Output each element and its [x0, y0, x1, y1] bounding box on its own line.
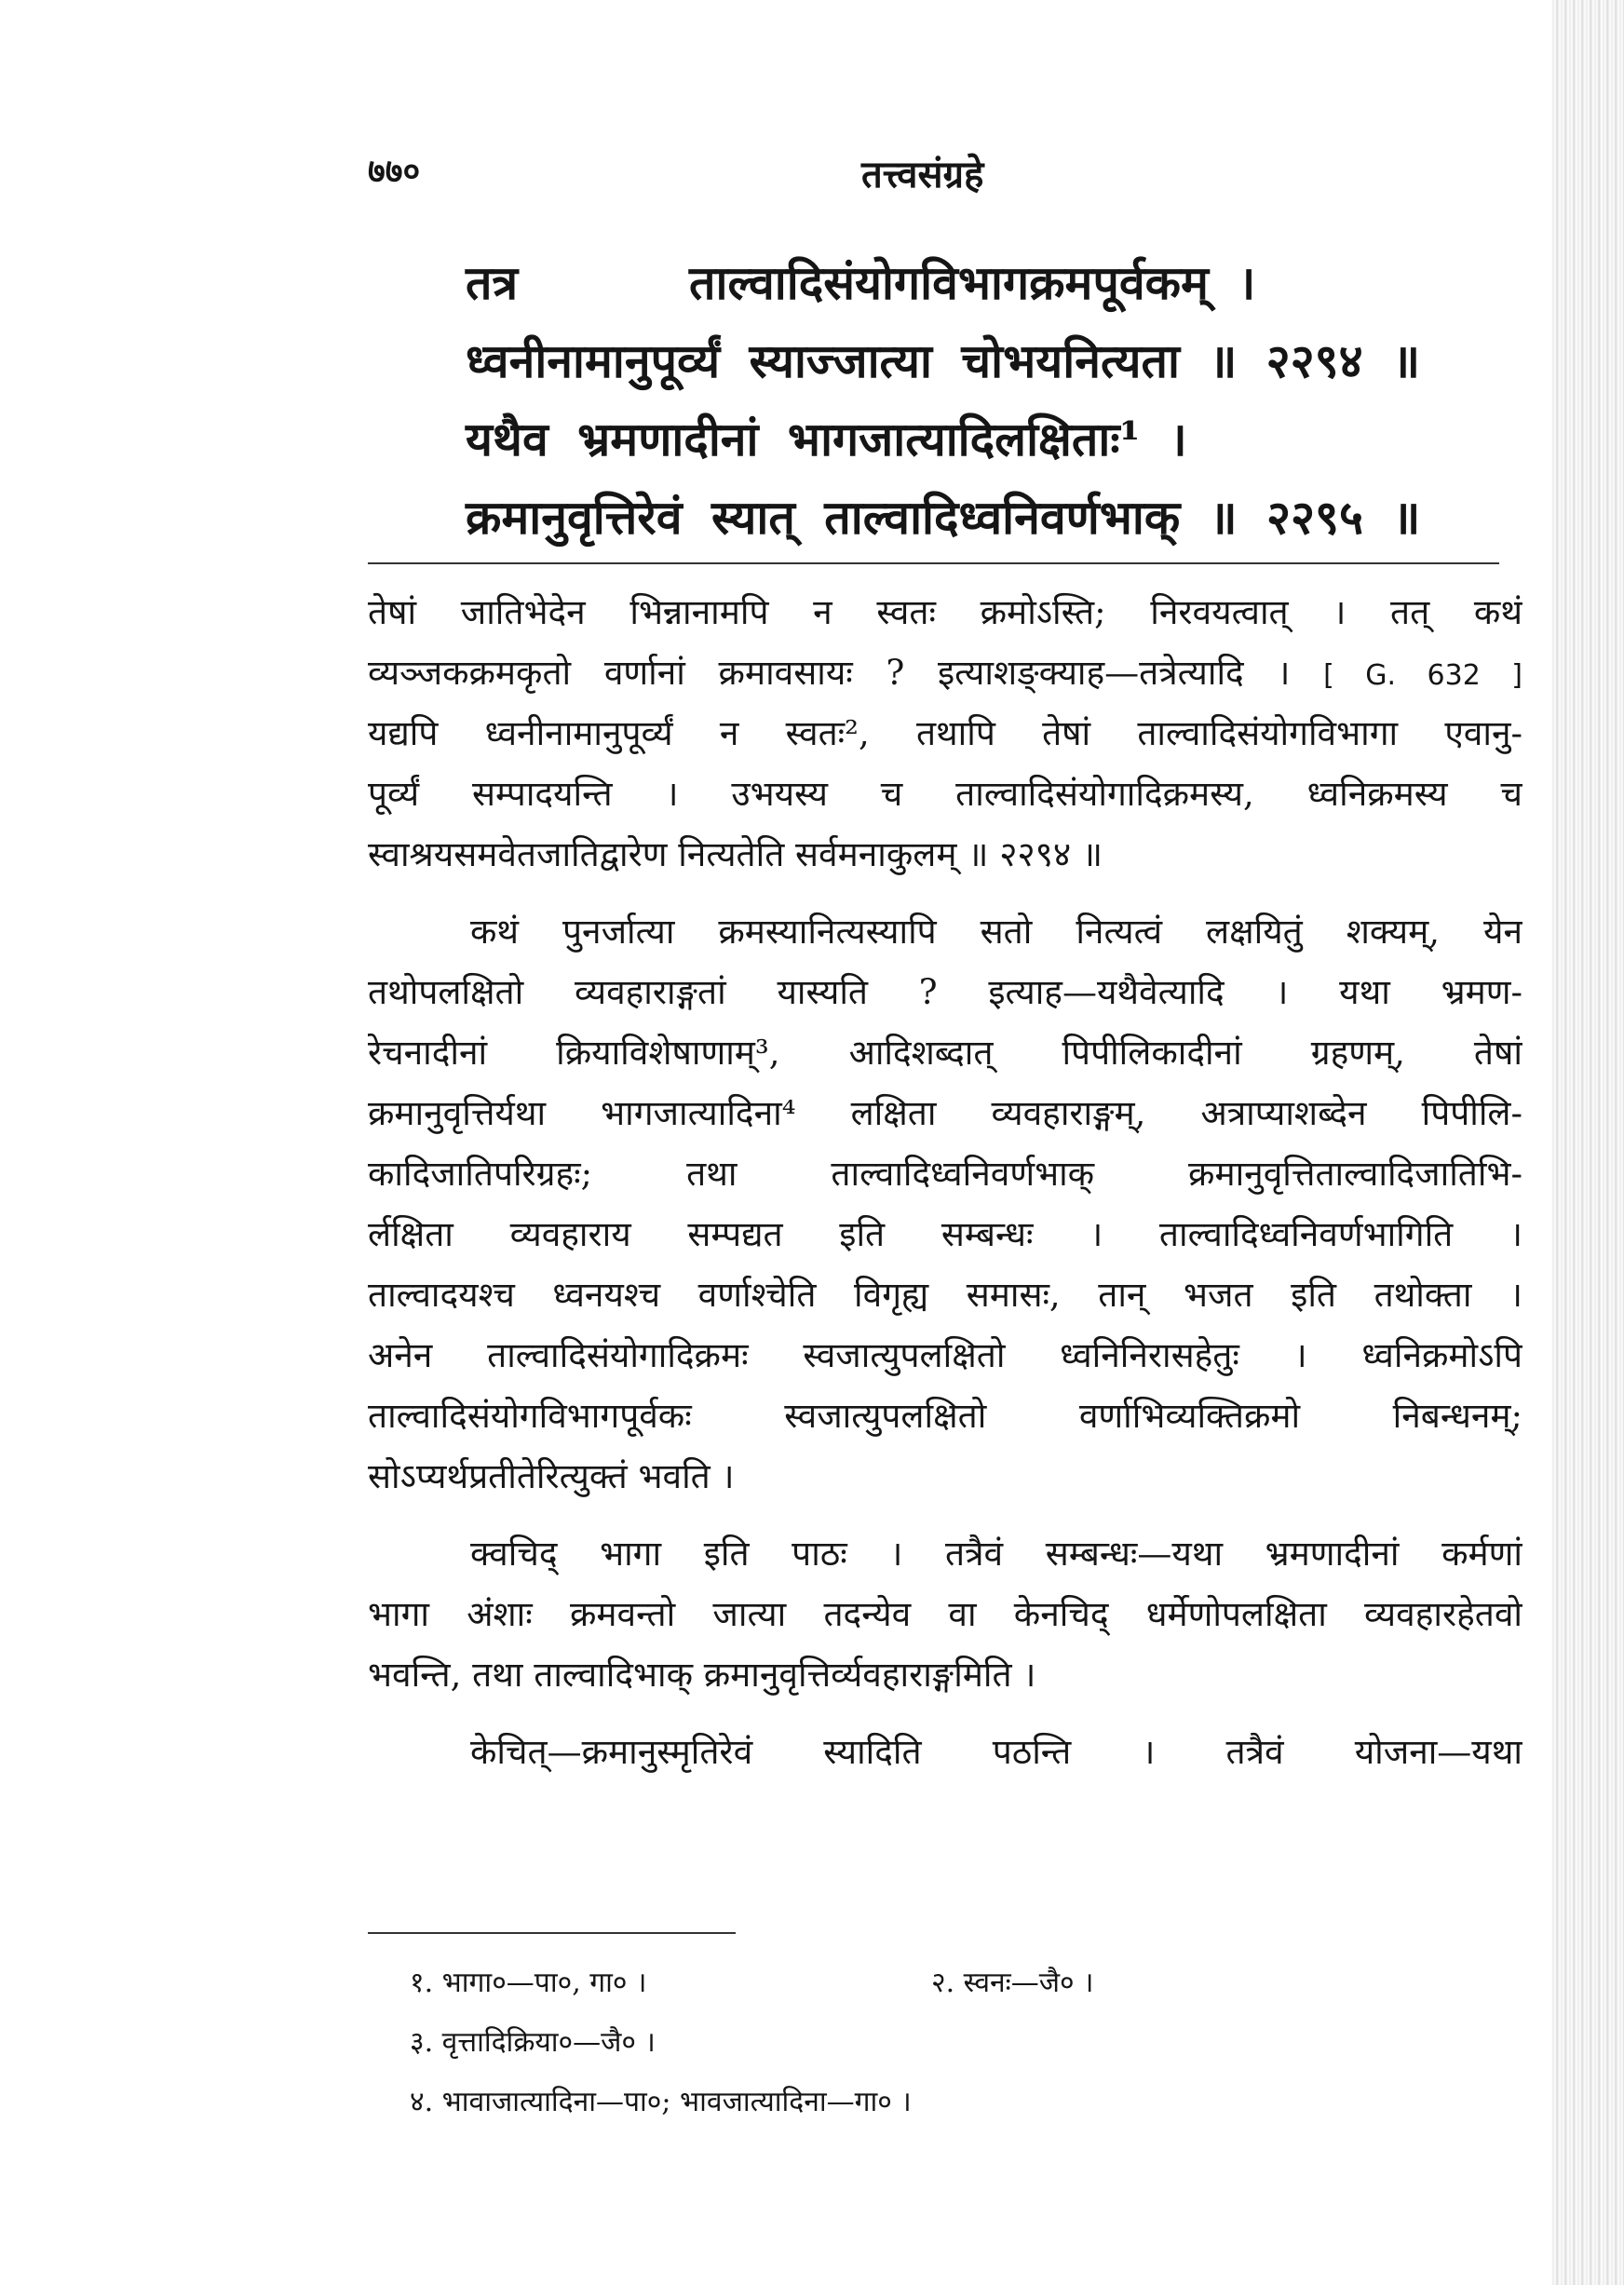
edition-reference: [ G. 632 ] [1323, 659, 1522, 692]
commentary-line: भागा अंशाः क्रमवन्तो जात्या तदन्येव वा केनचिद् धर्मेणोपलक्षिता व्यवहारहेतवो [368, 1594, 1522, 1634]
commentary-line: केचित्—क्रमानुस्मृतिरेवं स्यादिति पठन्ति । तत्रैवं योजना—यथा [470, 1732, 1522, 1772]
verse-line [466, 400, 1536, 479]
verse-line [466, 322, 1536, 400]
commentary-line: ताल्वादयश्च ध्वनयश्च वर्णाश्चेति विगृह्य समासः, तान् भजत इति तथोक्ता । [368, 1275, 1522, 1315]
footnote: २. स्वनः—जै० । [931, 1967, 1094, 1999]
commentary-line: रेचनादीनां क्रियाविशेषाणाम्³, आदिशब्दात् पिपीलिकादीनां ग्रहणम्, तेषां [368, 1033, 1522, 1073]
running-title: तत्त्वसंग्रहे [861, 153, 984, 196]
footnotes [410, 1954, 1434, 2132]
footnote-row [410, 2073, 1434, 2132]
commentary-line: कादिजातिपरिग्रहः; तथा ताल्वादिध्वनिवर्णभाक् क्रमानुवृत्तिताल्वादिजातिभि- [368, 1154, 1522, 1194]
commentary-line: तथोपलक्षितो व्यवहाराङ्गतां यास्यति ? इत्याह—यथैवेत्यादि । यथा भ्रमण- [368, 972, 1522, 1012]
verse-text: ताल्वादिसंयोगविभागक्रमपूर्वकम् । [689, 255, 1256, 310]
footnote: १. भागा०—पा०, गा० । [410, 1967, 647, 1999]
footnote-divider [368, 1932, 736, 1934]
page-number: ७७० [368, 152, 421, 191]
page-header [368, 140, 1532, 205]
footnote: ४. भावाजात्यादिना—पा०; भावजात्यादिना—गा० । [410, 2086, 912, 2118]
verse-lead: तत्र [466, 255, 519, 310]
commentary-paragraph [368, 1523, 1522, 1705]
commentary-line-text: व्यञ्जकक्रमकृतो वर्णानां क्रमावसायः ? इत्याशङ्क्याह—तत्रेत्यादि । [368, 653, 1291, 693]
footnote-row [410, 2013, 1434, 2073]
verse-line [466, 244, 1536, 322]
verse-text: ध्वनीनामानुपूर्व्यं स्याज्जात्या चोभयनित्यता ॥ २२९४ ॥ [466, 333, 1421, 388]
commentary-line: तेषां जातिभेदेन भिन्नानामपि न स्वतः क्रमोऽस्ति; निरवयत्वात् । तत् कथं [368, 592, 1522, 632]
verse-text: क्रमानुवृत्तिरेवं स्यात् ताल्वादिध्वनिवर्णभाक् ॥ २२९५ ॥ [466, 490, 1421, 545]
footnote: ३. वृत्तादिक्रिया०—जै० । [410, 2026, 656, 2059]
commentary-line: यद्यपि ध्वनीनामानुपूर्व्यं न स्वतः², तथापि तेषां ताल्वादिसंयोगविभागा एवानु- [368, 713, 1522, 753]
commentary-paragraph [368, 901, 1522, 1507]
commentary-paragraph [368, 1722, 1522, 1782]
verse-block [466, 244, 1536, 557]
footnote-row [410, 1954, 1434, 2013]
commentary-paragraph [368, 582, 1522, 885]
commentary-line: अनेन ताल्वादिसंयोगादिक्रमः स्वजात्युपलक्षितो ध्वनिनिरासहेतुः । ध्वनिक्रमोऽपि [368, 1335, 1522, 1375]
commentary-line: क्रमानुवृत्तिर्यथा भागजात्यादिना⁴ लक्षिता व्यवहाराङ्गम्, अत्राप्याशब्देन पिपीलि- [368, 1093, 1522, 1133]
commentary-line [368, 642, 1522, 703]
verse-text: यथैव भ्रमणादीनां भागजात्यादिलक्षिताः¹ । [466, 412, 1187, 466]
commentary-line: स्वाश्रयसमवेतजातिद्वारेण नित्यतेति सर्वमनाकुलम् ॥ २२९४ ॥ [368, 834, 1103, 874]
commentary-line: क्वचिद् भागा इति पाठः । तत्रैवं सम्बन्धः—यथा भ्रमणादीनां कर्मणां [470, 1534, 1522, 1574]
verse-commentary-divider [368, 562, 1499, 564]
scanned-page-edge [1551, 0, 1624, 2285]
commentary-line: ताल्वादिसंयोगविभागपूर्वकः स्वजात्युपलक्षितो वर्णाभिव्यक्तिक्रमो निबन्धनम्; [368, 1396, 1522, 1436]
commentary-line: र्लक्षिता व्यवहाराय सम्पद्यत इति सम्बन्धः । ताल्वादिध्वनिवर्णभागिति । [368, 1214, 1522, 1254]
verse-line [466, 479, 1536, 557]
commentary-line: कथं पुनर्जात्या क्रमस्यानित्यस्यापि सतो नित्यत्वं लक्षयितुं शक्यम्, येन [470, 912, 1522, 952]
commentary-line: पूर्व्यं सम्पादयन्ति । उभयस्य च ताल्वादिसंयोगादिक्रमस्य, ध्वनिक्रमस्य च [368, 774, 1522, 814]
commentary [368, 582, 1522, 1799]
commentary-line: सोऽप्यर्थप्रतीतेरित्युक्तं भवति । [368, 1456, 735, 1496]
commentary-line: भवन्ति, तथा ताल्वादिभाक् क्रमानुवृत्तिर्व्यवहाराङ्गमिति । [368, 1655, 1036, 1695]
